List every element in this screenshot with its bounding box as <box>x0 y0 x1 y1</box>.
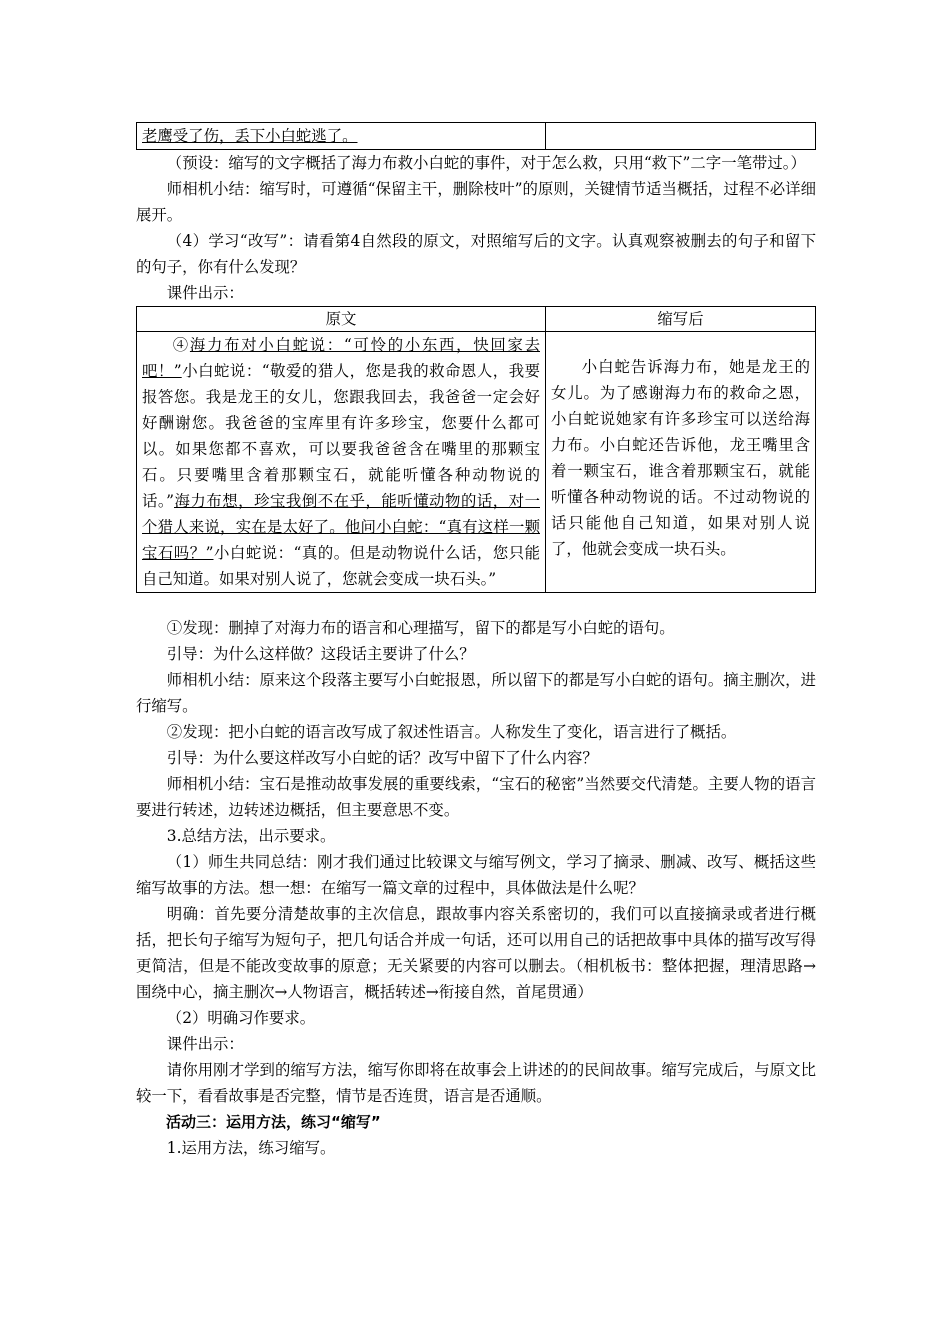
table-header-row <box>137 307 816 332</box>
table-row <box>137 123 816 150</box>
table-row <box>137 332 816 593</box>
paragraph: 明确：首先要分清楚故事的主次信息，跟故事内容关系密切的，我们可以直接摘录或者进行概括，把长句子缩写为短句子，把几句话合并成一句话，还可以用自己的话把故事中具体的描写改写得更简洁，但是不能改变故事的原意；无关紧要的内容可以删去。（相机板书：整体把握，理清思路→围绕中心，摘主删次→人物语言，概括转述→衔接自然，首尾贯通） <box>136 905 816 1001</box>
paragraph: 引导：为什么这样做？这段话主要讲了什么？ <box>166 645 475 663</box>
paragraph: （1）师生共同总结：刚才我们通过比较课文与缩写例文，学习了摘录、删减、改写、概括这些缩写故事的方法。想一想：在缩写一篇文章的过程中，具体做法是什么呢？ <box>136 853 816 897</box>
condensed-text-cell <box>546 332 816 593</box>
original-paragraph <box>142 332 540 592</box>
top-table-left-text: 老鹰受了伤，丢下小白蛇逃了。 <box>142 127 358 145</box>
haili-thought-underlined: 海力布想，珍宝我倒不在乎，能听懂动物的话，对一个猎人来说，实在是太好了。他问小白蛇：“真有这样一颗宝石吗？” <box>142 492 540 562</box>
top-table <box>136 122 816 150</box>
paragraph: 课件出示： <box>166 1035 244 1053</box>
paragraph: 引导：为什么要这样改写小白蛇的话？改写中留下了什么内容？ <box>166 749 598 767</box>
paragraph: 师相机小结：宝石是推动故事发展的重要线索，“宝石的秘密”当然要交代清楚。主要人物的语言要进行转述，边转述边概括，但主要意思不变。 <box>136 775 816 819</box>
top-table-right-cell <box>546 123 816 150</box>
activity-heading: 活动三：运用方法，练习“缩写” <box>166 1113 381 1131</box>
haili-speech-underlined: 海力布对小白蛇说：“可怜的小东西，快回家去吧！” <box>142 336 540 380</box>
paragraph: 请你用刚才学到的缩写方法，缩写你即将在故事会上讲述的的民间故事。缩写完成后，与原文比较一下，看看故事是否完整，情节是否连贯，语言是否通顺。 <box>136 1061 816 1105</box>
paragraph: （2）明确习作要求。 <box>166 1009 316 1027</box>
header-condensed: 缩写后 <box>546 307 816 332</box>
paragraph: （预设：缩写的文字概括了海力布救小白蛇的事件，对于怎么救，只用“救下”二字一笔带过。） <box>166 154 806 172</box>
header-original: 原文 <box>137 307 546 332</box>
paragraph: （4）学习“改写”：请看第4自然段的原文，对照缩写后的文字。认真观察被删去的句子和留下的句子，你有什么发现？ <box>136 232 816 276</box>
paragraph: 师相机小结：缩写时，可遵循“保留主干，删除枝叶”的原则，关键情节适当概括，过程不必详细展开。 <box>136 180 816 224</box>
paragraph: 课件出示： <box>166 284 244 302</box>
paragraph: ①发现：删掉了对海力布的语言和心理描写，留下的都是写小白蛇的语句。 <box>166 619 675 637</box>
original-text-cell <box>137 332 546 593</box>
paragraph: 1.运用方法，练习缩写。 <box>166 1139 336 1157</box>
compare-table <box>136 306 816 593</box>
paragraph-number: ④ <box>172 336 190 354</box>
paragraph: 师相机小结：原来这个段落主要写小白蛇报恩，所以留下的都是写小白蛇的语句。摘主删次，进行缩写。 <box>136 671 816 715</box>
paragraph: 3.总结方法，出示要求。 <box>166 827 336 845</box>
condensed-paragraph: 小白蛇告诉海力布，她是龙王的女儿。为了感谢海力布的救命之恩，小白蛇说她家有许多珍宝可以送给海力布。小白蛇还告诉他，龙王嘴里含着一颗宝石，谁含着那颗宝石，就能听懂各种动物说的话。不过动物说的话只能他自己知道，如果对别人说了，他就会变成一块石头。 <box>551 358 810 558</box>
snake-reply: 小白蛇说：“真的。但是动物说什么话，您只能自己知道。如果对别人说了，您就会变成一块石头。” <box>142 544 540 588</box>
snake-speech: 小白蛇说：“敬爱的猎人，您是我的救命恩人，我要报答您。我是龙王的女儿，您跟我回去，我爸爸一定会好好酬谢您。我爸爸的宝库里有许多珍宝，您要什么都可以。如果您都不喜欢，可以要我爸爸含在嘴里的那颗宝石。只要嘴里含着那颗宝石，就能听懂各种动物说的话。” <box>142 362 540 510</box>
document-page <box>136 122 816 1161</box>
top-table-left-cell <box>137 123 546 150</box>
paragraph: ②发现：把小白蛇的语言改写成了叙述性语言。人称发生了变化，语言进行了概括。 <box>166 723 737 741</box>
